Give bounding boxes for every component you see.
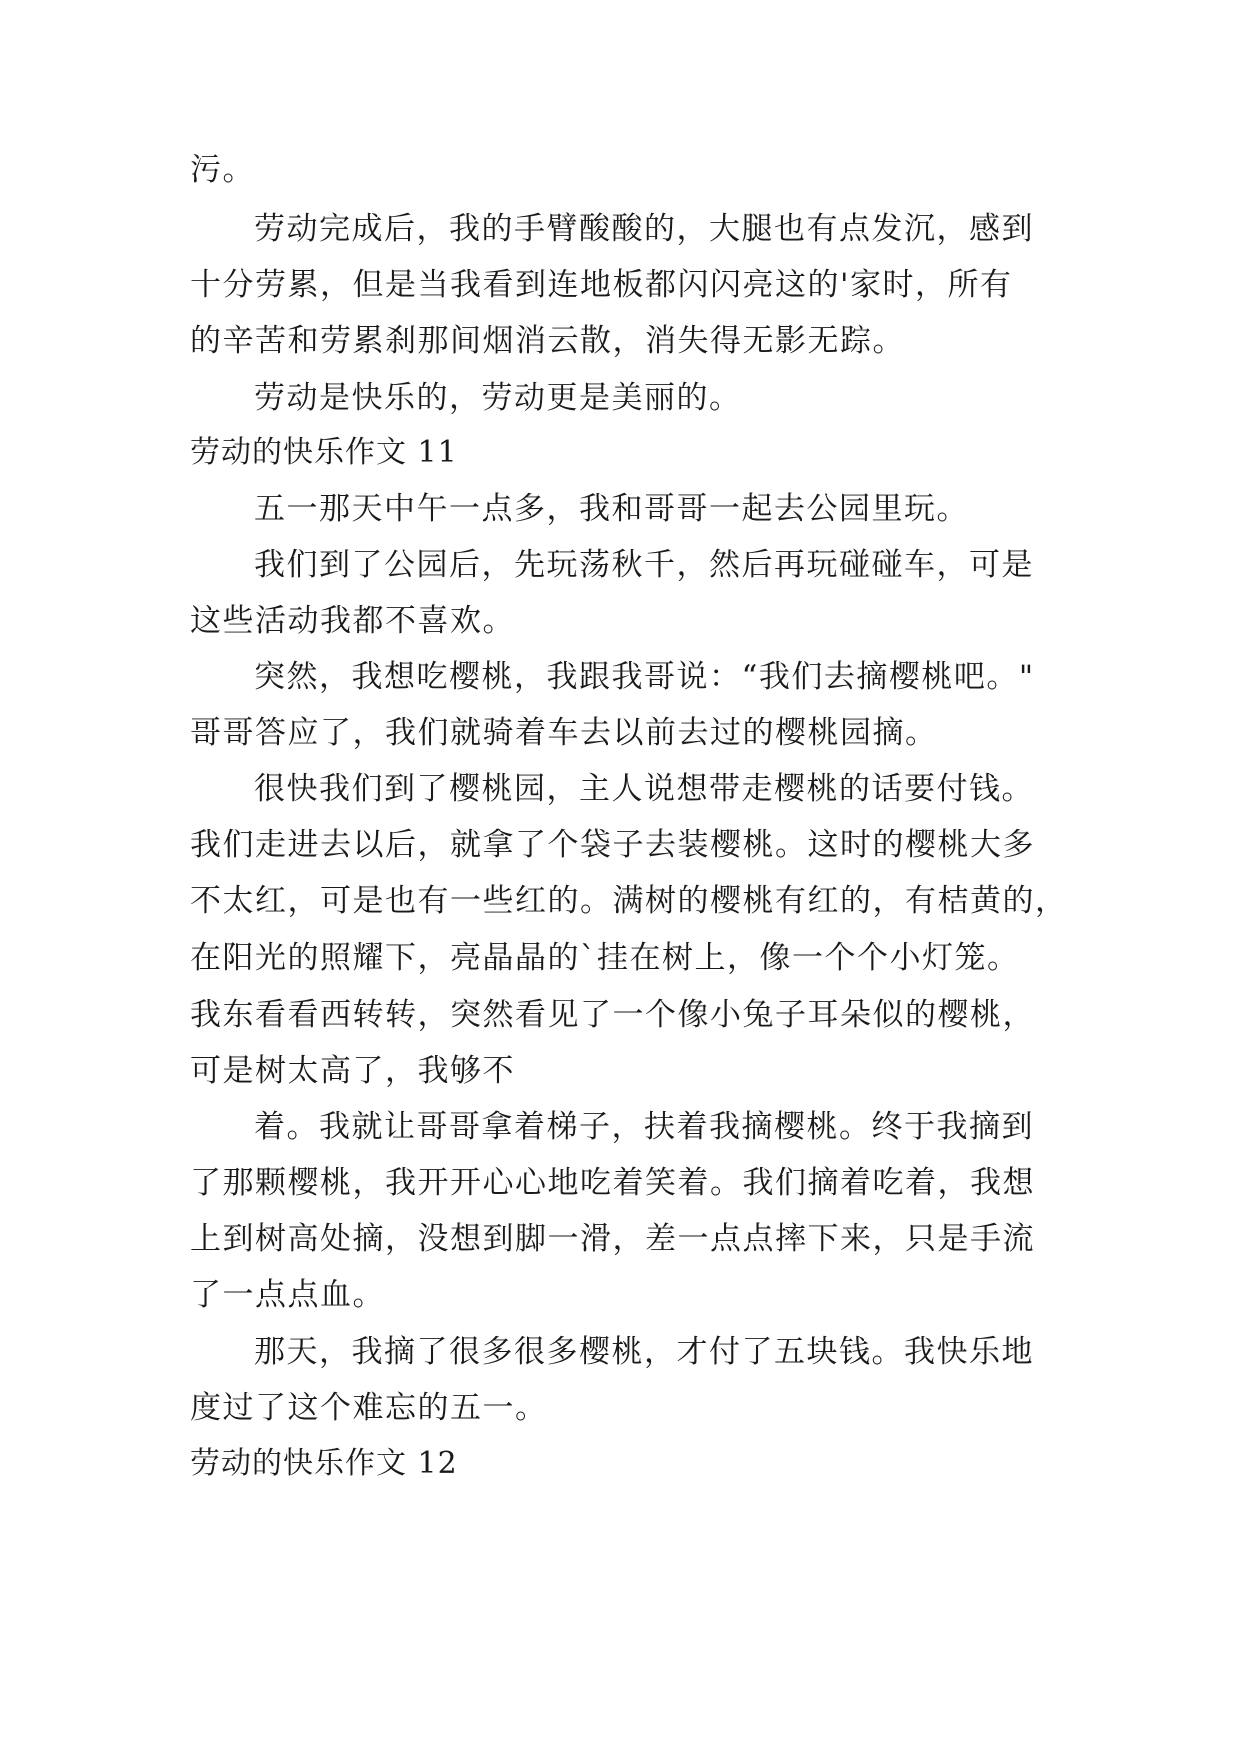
paragraph-line: 上到树高处摘，没想到脚一滑，差一点点摔下来，只是手流	[190, 1221, 1035, 1257]
section-heading: 劳动的快乐作文 11	[190, 435, 458, 470]
paragraph-line: 那天，我摘了很多很多樱桃，才付了五块钱。我快乐地	[254, 1334, 1034, 1370]
paragraph-line: 污。	[190, 152, 255, 188]
paragraph-line: 哥哥答应了，我们就骑着车去以前去过的樱桃园摘。	[190, 715, 938, 751]
paragraph-line: 可是树太高了，我够不	[190, 1053, 515, 1089]
paragraph-line: 十分劳累，但是当我看到连地板都闪闪亮这的'家时，所有	[190, 267, 1013, 303]
paragraph-line: 我们走进去以后，就拿了个袋子去装樱桃。这时的樱桃大多	[190, 827, 1035, 863]
paragraph-line: 我东看看西转转，突然看见了一个像小兔子耳朵似的樱桃，	[190, 997, 1035, 1033]
paragraph-line: 在阳光的照耀下，亮晶晶的`挂在树上，像一个个小灯笼。	[190, 940, 1020, 976]
paragraph-line: 劳动完成后，我的手臂酸酸的，大腿也有点发沉，感到	[254, 211, 1034, 247]
paragraph-line: 了一点点血。	[190, 1277, 385, 1313]
paragraph-line: 了那颗樱桃，我开开心心地吃着笑着。我们摘着吃着，我想	[190, 1165, 1035, 1201]
paragraph-line: 这些活动我都不喜欢。	[190, 603, 515, 639]
section-heading: 劳动的快乐作文 12	[190, 1446, 458, 1481]
paragraph-line: 五一那天中午一点多，我和哥哥一起去公园里玩。	[254, 491, 969, 527]
paragraph-line: 很快我们到了樱桃园，主人说想带走樱桃的话要付钱。	[254, 771, 1034, 807]
paragraph-line: 着。我就让哥哥拿着梯子，扶着我摘樱桃。终于我摘到	[254, 1109, 1034, 1145]
paragraph-line: 劳动是快乐的，劳动更是美丽的。	[254, 380, 742, 416]
paragraph-line: 的辛苦和劳累刹那间烟消云散，消失得无影无踪。	[190, 323, 905, 359]
paragraph-line: 突然，我想吃樱桃，我跟我哥说：“我们去摘樱桃吧。"	[254, 659, 1035, 695]
paragraph-line: 不太红，可是也有一些红的。满树的樱桃有红的，有桔黄的，	[190, 883, 1068, 919]
paragraph-line: 度过了这个难忘的五一。	[190, 1390, 548, 1426]
paragraph-line: 我们到了公园后，先玩荡秋千，然后再玩碰碰车，可是	[254, 547, 1034, 583]
